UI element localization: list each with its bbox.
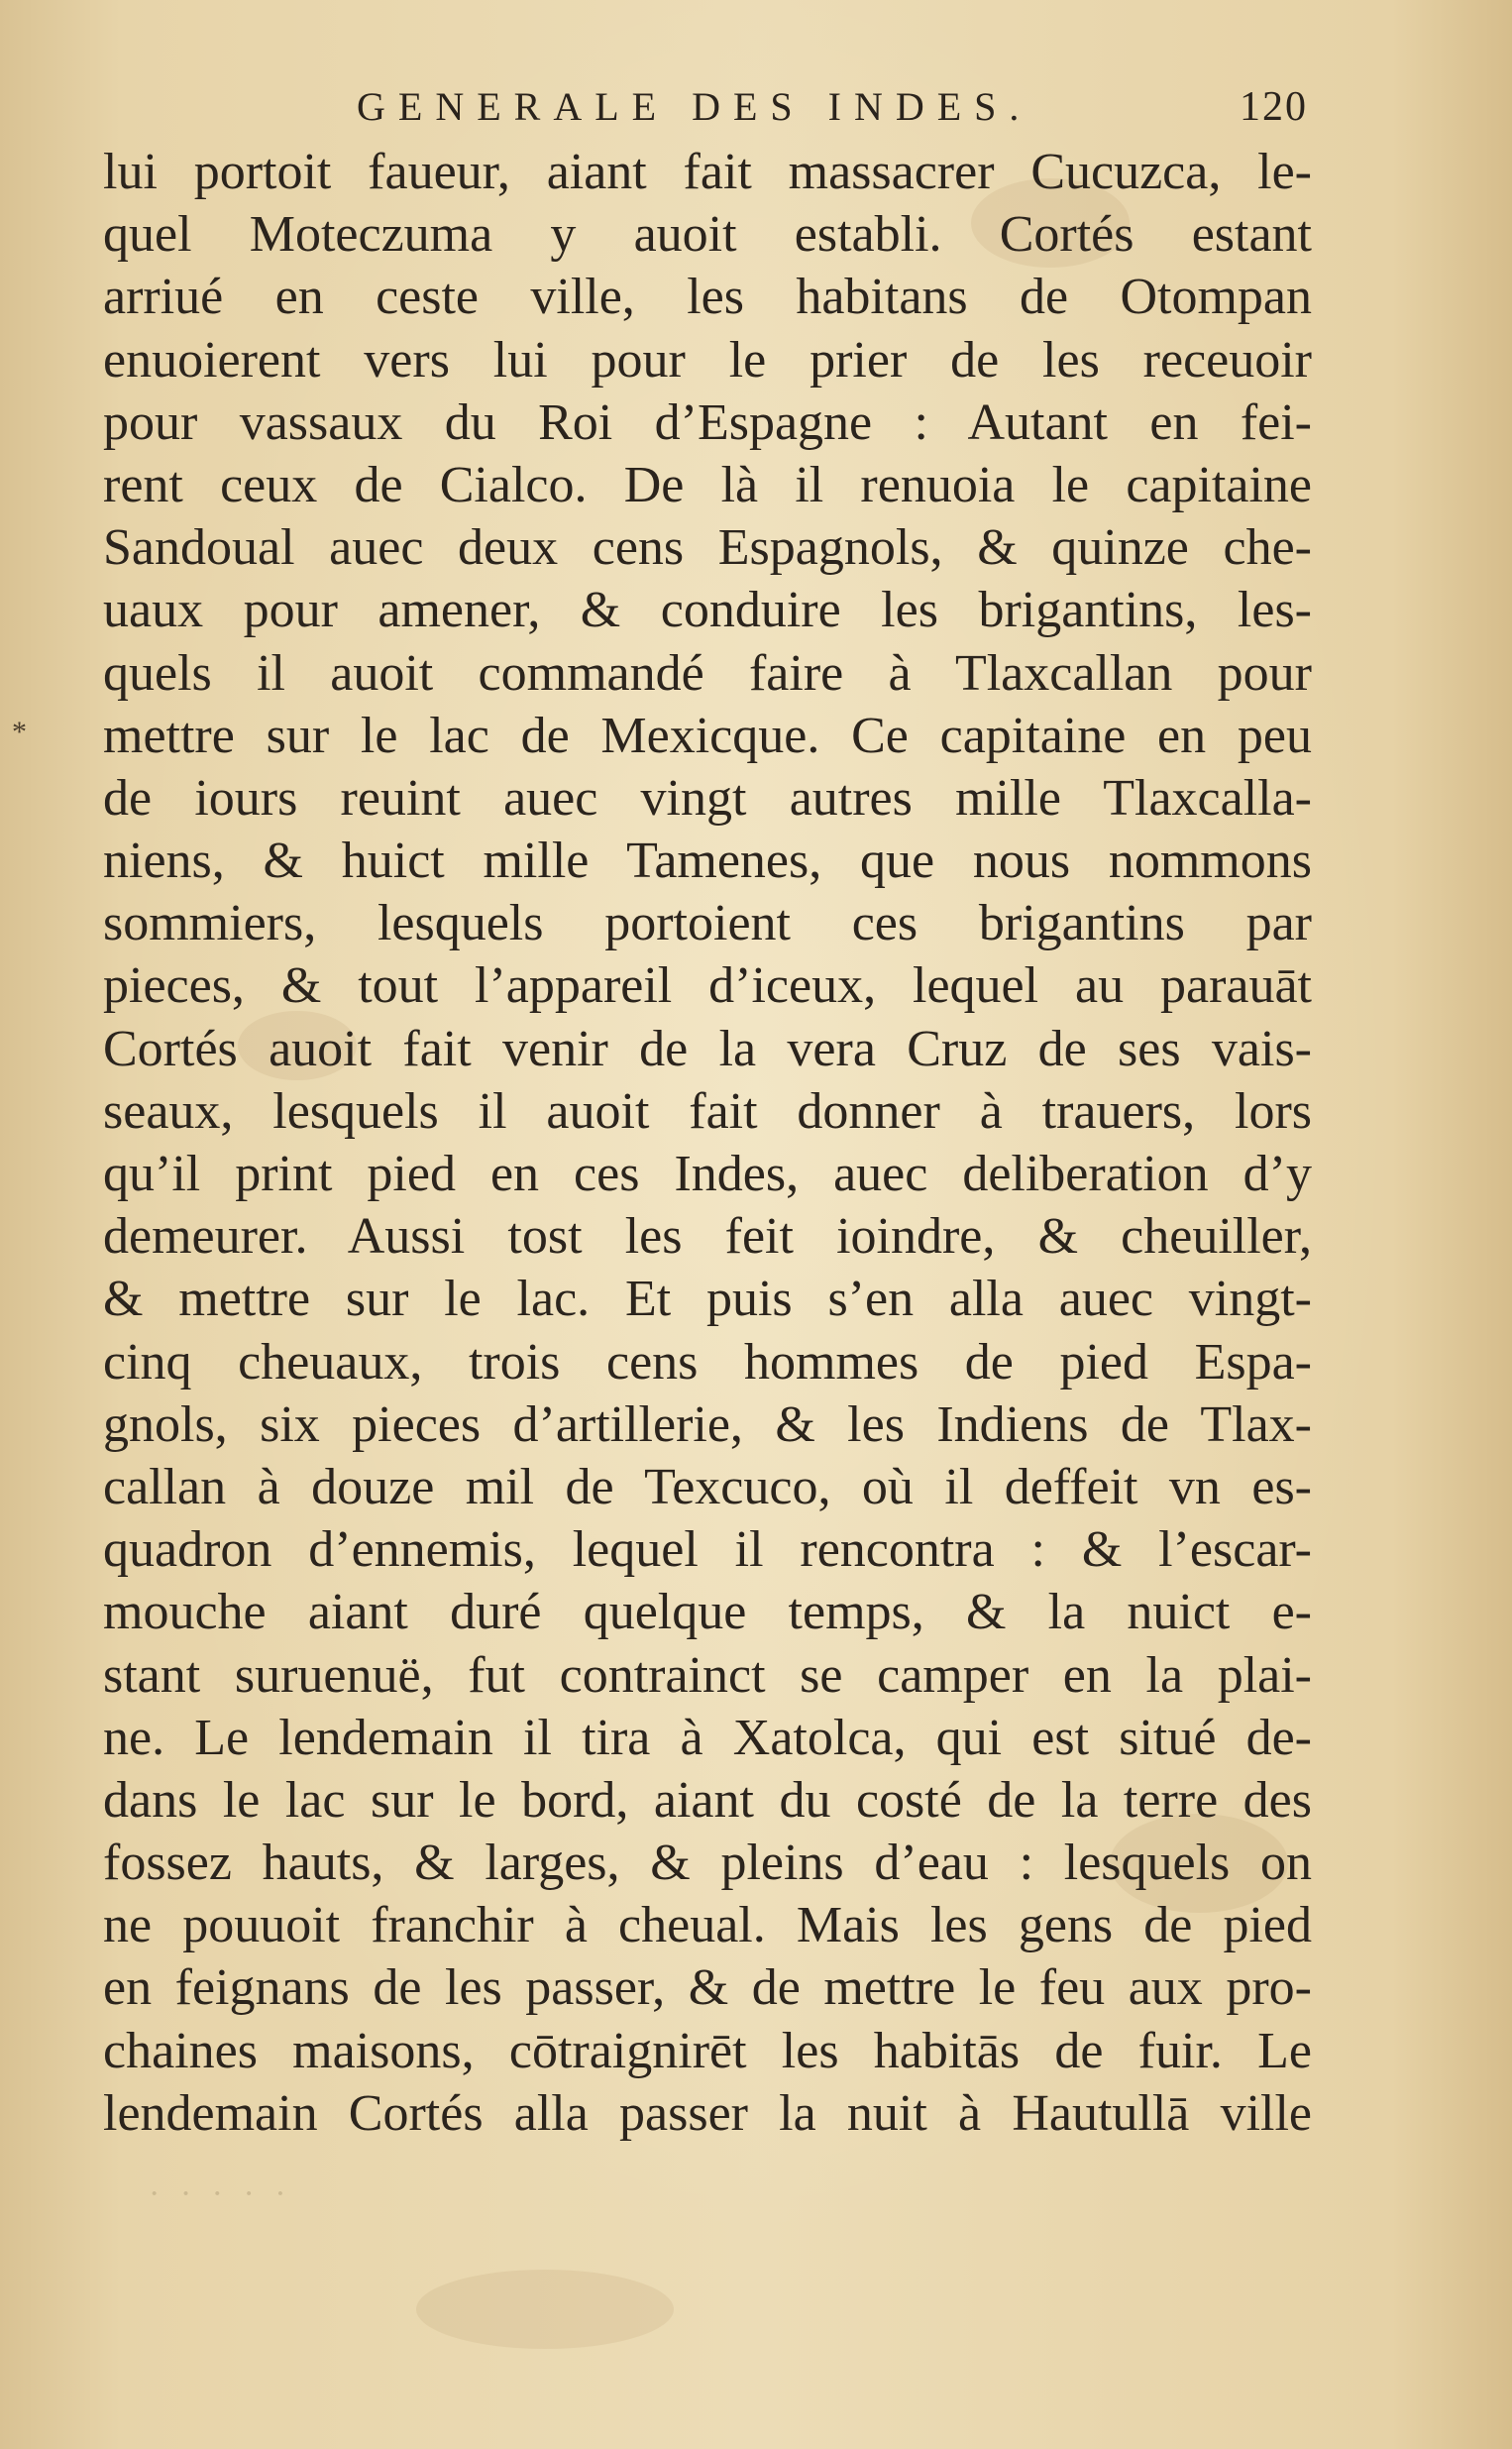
text-line: gnols, six pieces d’artillerie, & les Indiens de Tlax- <box>103 1395 1312 1453</box>
text-line: quel Moteczuma y auoit establi. Cortés estant <box>103 206 1312 264</box>
text-line: lui portoit faueur, aiant fait massacrer Cucuzca, le- <box>103 144 1312 200</box>
text-line: mouche aiant duré quelque temps, & la nuict e- <box>103 1584 1312 1641</box>
text-line: quadron d’ennemis, lequel il rencontra : & l’escar- <box>103 1521 1312 1579</box>
text-line: fossez hauts, & larges, & pleins d’eau : lesquels on <box>103 1835 1312 1892</box>
text-line: uaux pour amener, & conduire les brigantins, les- <box>103 582 1312 639</box>
paper-stain <box>416 2270 674 2349</box>
text-line: chaines maisons, cōtraignirēt les habitās de fuir. Le <box>103 2022 1312 2079</box>
page-number: 120 <box>1240 84 1308 130</box>
text-line: & mettre sur le lac. Et puis s’en alla auec vingt- <box>103 1271 1312 1328</box>
margin-mark: * <box>12 716 27 748</box>
body-text <box>103 141 1312 2145</box>
text-line: enuoierent vers lui pour le prier de les receuoir <box>103 331 1312 389</box>
text-line: pieces, & tout l’appareil d’iceux, lequel au parauāt <box>103 957 1312 1015</box>
text-line: arriué en ceste ville, les habitans de Otompan <box>103 269 1312 326</box>
text-line: ne. Le lendemain il tira à Xatolca, qui est situé de- <box>103 1709 1312 1766</box>
text-line: lendemain Cortés alla passer la nuit à Hautullā ville <box>103 2084 1312 2142</box>
text-line: stant suruenuë, fut contrainct se camper en la plai- <box>103 1646 1312 1704</box>
text-line: en feignans de les passer, & de mettre le feu aux pro- <box>103 1959 1312 2017</box>
text-line: Sandoual auec deux cens Espagnols, & quinze che- <box>103 519 1312 577</box>
text-line: sommiers, lesquels portoient ces brigantins par <box>103 895 1312 952</box>
text-line: pour vassaux du Roi d’Espagne : Autant en fei- <box>103 393 1312 451</box>
text-line: seaux, lesquels il auoit fait donner à trauers, lors <box>103 1082 1312 1140</box>
show-through-text: · · · · · <box>149 2175 292 2212</box>
text-line: Cortés auoit fait venir de la vera Cruz de ses vais- <box>103 1020 1312 1077</box>
text-line: quels il auoit commandé faire à Tlaxcallan pour <box>103 644 1312 702</box>
text-line: mettre sur le lac de Mexicque. Ce capitaine en peu <box>103 707 1312 764</box>
text-line: dans le lac sur le bord, aiant du costé de la terre des <box>103 1771 1312 1829</box>
text-line: ne pouuoit franchir à cheual. Mais les gens de pied <box>103 1897 1312 1954</box>
text-line: cinq cheuaux, trois cens hommes de pied Espa- <box>103 1333 1312 1391</box>
text-line: de iours reuint auec vingt autres mille Tlaxcalla- <box>103 769 1312 827</box>
running-title: GENERALE DES INDES. <box>357 84 1032 129</box>
page-header <box>99 83 1308 143</box>
text-line: rent ceux de Cialco. De là il renuoia le capitaine <box>103 456 1312 513</box>
text-line: demeurer. Aussi tost les feit ioindre, & cheuiller, <box>103 1208 1312 1266</box>
text-line: callan à douze mil de Texcuco, où il deffeit vn es- <box>103 1458 1312 1515</box>
text-line: niens, & huict mille Tamenes, que nous nommons <box>103 833 1312 890</box>
text-line: qu’il print pied en ces Indes, auec deliberation d’y <box>103 1146 1312 1202</box>
